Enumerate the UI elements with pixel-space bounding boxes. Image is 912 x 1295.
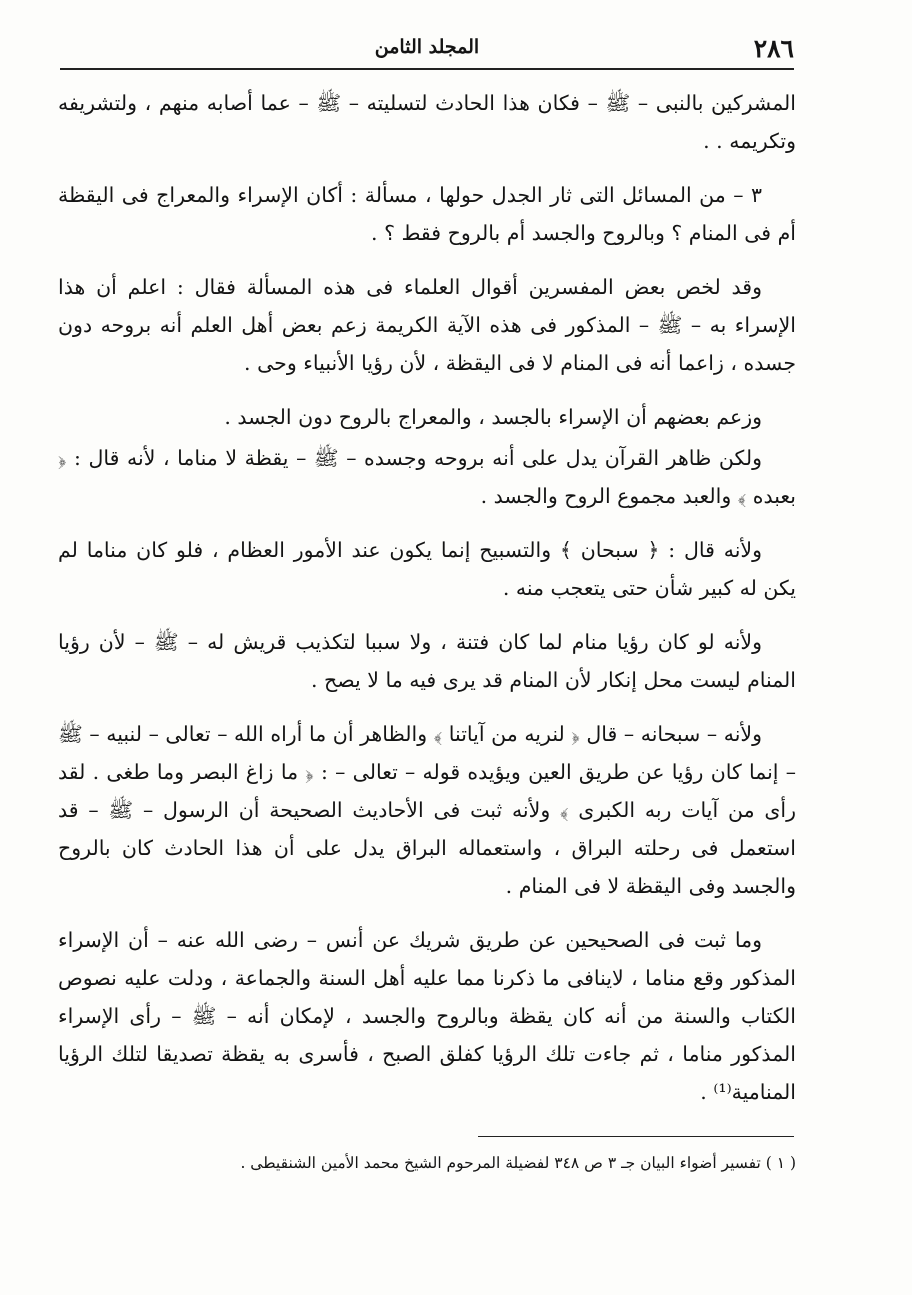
page-number: ٢٨٦ <box>753 34 794 63</box>
footnote: ( ١ ) تفسير أضواء البيان جـ ٣ ص ٣٤٨ لفضيلة المرحوم الشيخ محمد الأمين الشنقيطى . <box>240 1154 796 1172</box>
paragraph-2: ٣ – من المسائل التى ثار الجدل حولها ، مسألة : أكان الإسراء والمعراج فى اليقظة أم فى المنام ؟ وبالروح والجسد أم بالروح فقط ؟ . <box>58 183 796 245</box>
page-header <box>60 30 794 70</box>
paragraph-3: وقد لخص بعض المفسرين أقوال العلماء فى هذه المسألة فقال : اعلم أن هذا الإسراء به – ﷺ – المذكور فى هذه الآية الكريمة زعم بعض أهل العلم أنه بروحه دون جسده ، زاعما أنه فى المنام لا فى اليقظة ، لأن رؤيا الأنبياء وحى . <box>58 275 796 375</box>
paragraph-4: وزعم بعضهم أن الإسراء بالجسد ، والمعراج بالروح دون الجسد . <box>224 405 762 429</box>
paragraph-7: ولأنه لو كان رؤيا منام لما كان فتنة ، ولا سببا لتكذيب قريش له – ﷺ – لأن رؤيا المنام ليست محل إنكار لأن المنام قد يرى فيه ما لا يصح . <box>58 630 796 692</box>
paragraph-8: ولأنه – سبحانه – قال ﴿ لنريه من آياتنا ﴾ والظاهر أن ما أراه الله – تعالى – لنبيه – ﷺ – إنما كان رؤيا عن طريق العين ويؤيده قوله – تعالى – : ﴿ ما زاغ البصر وما طغى . لقد رأى من آيات ربه الكبرى ﴾ ولأنه ثبت فى الأحاديث الصحيحة أن الرسول – ﷺ – قد استعمل فى رحلته البراق ، واستعماله البراق يدل على أن هذا الحادث كان بالروح والجسد وفى اليقظة لا فى المنام . <box>58 722 796 898</box>
paragraph-9: وما ثبت فى الصحيحين عن طريق شريك عن أنس – رضى الله عنه – أن الإسراء المذكور وقع مناما ، لاينافى ما ذكرنا مما عليه أهل السنة والجماعة ، ودلت عليه نصوص الكتاب والسنة من أنه كان يقظة وبالروح والجسد ، لإمكان أنه – ﷺ – رأى الإسراء المذكور مناما ، ثم جاءت تلك الرؤيا كفلق الصبح ، فأسرى به يقظة تصديقا لتلك الرؤيا المنامية⁽¹⁾ . <box>58 928 796 1104</box>
paragraph-5: ولكن ظاهر القرآن يدل على أنه بروحه وجسده – ﷺ – يقظة لا مناما ، لأنه قال : ﴿ بعبده ﴾ والعبد مجموع الروح والجسد . <box>58 446 796 508</box>
running-title: المجلد الثامن <box>374 36 480 58</box>
paragraph-1: المشركين بالنبى – ﷺ – فكان هذا الحادث لتسليته – ﷺ – عما أصابه منهم ، ولتشريفه وتكريمه . . <box>58 91 796 153</box>
footnote-divider <box>478 1136 794 1137</box>
paragraph-6: ولأنه قال : ﴿ سبحان ﴾ والتسبيح إنما يكون عند الأمور العظام ، فلو كان مناما لم يكن له كبير شأن حتى يتعجب منه . <box>58 538 796 600</box>
body-text <box>58 84 796 1127</box>
